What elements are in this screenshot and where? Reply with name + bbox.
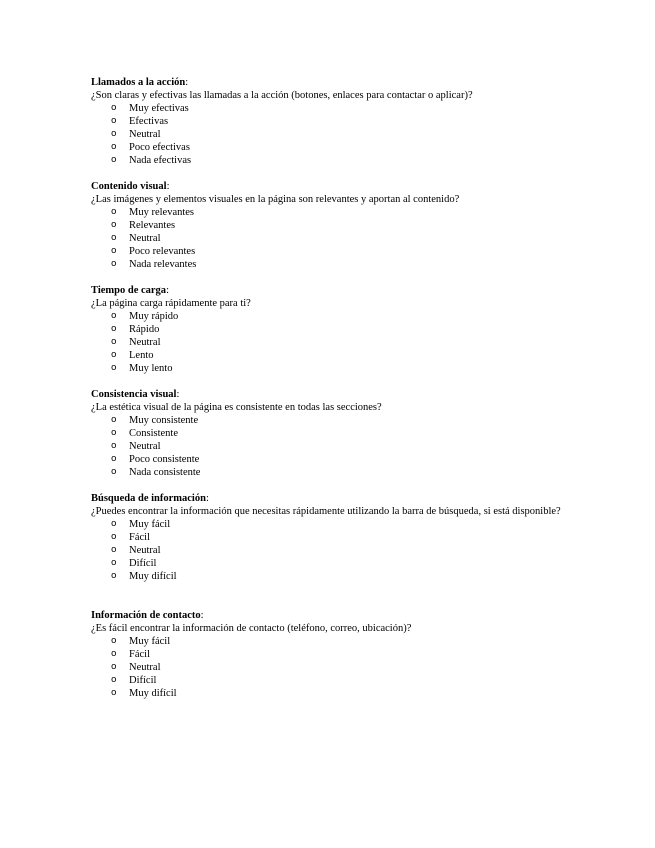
- options-list: [91, 518, 561, 583]
- option-item: [91, 128, 561, 141]
- heading-colon: :: [205, 493, 209, 504]
- section-heading: Contenido visual: [91, 181, 167, 192]
- section-llamados-accion: [91, 76, 561, 167]
- bullet-icon: o: [111, 155, 117, 165]
- heading-colon: :: [166, 181, 170, 192]
- option-label: Muy relevantes: [129, 207, 195, 218]
- bullet-icon: o: [111, 662, 117, 672]
- bullet-icon: o: [111, 363, 117, 373]
- option-item: [91, 531, 561, 544]
- section-consistencia-visual: [91, 388, 561, 479]
- options-list: [91, 414, 561, 479]
- option-item: [91, 687, 561, 700]
- bullet-icon: o: [111, 415, 117, 425]
- option-item: [91, 141, 561, 154]
- bullet-icon: o: [111, 532, 117, 542]
- option-item: [91, 336, 561, 349]
- option-label: Muy difícil: [129, 571, 177, 582]
- option-label: Relevantes: [129, 220, 176, 231]
- option-label: Difícil: [129, 558, 157, 569]
- option-item: [91, 362, 561, 375]
- option-item: [91, 349, 561, 362]
- option-item: [91, 245, 561, 258]
- bullet-icon: o: [111, 519, 117, 529]
- section-busqueda-informacion: [91, 492, 561, 583]
- option-item: [91, 674, 561, 687]
- option-item: [91, 518, 561, 531]
- bullet-icon: o: [111, 428, 117, 438]
- bullet-icon: o: [111, 337, 117, 347]
- option-item: [91, 206, 561, 219]
- heading-colon: :: [185, 77, 189, 88]
- option-label: Muy fácil: [129, 519, 171, 530]
- bullet-icon: o: [111, 350, 117, 360]
- option-label: Nada efectivas: [129, 155, 192, 166]
- option-item: [91, 635, 561, 648]
- bullet-icon: o: [111, 441, 117, 451]
- section-contenido-visual: [91, 180, 561, 271]
- option-label: Neutral: [129, 662, 161, 673]
- option-label: Neutral: [129, 337, 161, 348]
- heading-colon: :: [166, 285, 169, 296]
- section-heading: Consistencia visual: [91, 389, 177, 400]
- bullet-icon: o: [111, 688, 117, 698]
- options-list: [91, 635, 561, 700]
- option-item: [91, 661, 561, 674]
- section-heading-line: [91, 492, 561, 505]
- option-label: Poco relevantes: [129, 246, 196, 257]
- bullet-icon: o: [111, 545, 117, 555]
- section-heading: Llamados a la acción: [91, 77, 186, 88]
- heading-colon: :: [200, 610, 204, 621]
- option-item: [91, 310, 561, 323]
- option-label: Consistente: [129, 428, 178, 439]
- option-label: Lento: [129, 350, 154, 361]
- section-question: ¿La página carga rápidamente para ti?: [91, 298, 251, 309]
- bullet-icon: o: [111, 116, 117, 126]
- bullet-icon: o: [111, 103, 117, 113]
- option-label: Nada consistente: [129, 467, 201, 478]
- bullet-icon: o: [111, 142, 117, 152]
- option-item: [91, 232, 561, 245]
- option-item: [91, 570, 561, 583]
- options-list: [91, 102, 561, 167]
- option-item: [91, 427, 561, 440]
- bullet-icon: o: [111, 675, 117, 685]
- section-heading-line: [91, 609, 561, 622]
- option-label: Neutral: [129, 441, 161, 452]
- option-label: Neutral: [129, 545, 161, 556]
- option-item: [91, 115, 561, 128]
- bullet-icon: o: [111, 454, 117, 464]
- option-label: Nada relevantes: [129, 259, 197, 270]
- section-informacion-contacto: [91, 609, 561, 700]
- section-heading-line: [91, 76, 561, 89]
- option-item: [91, 414, 561, 427]
- option-item: [91, 453, 561, 466]
- option-item: [91, 258, 561, 271]
- survey-content: [91, 76, 561, 700]
- option-label: Muy consistente: [129, 415, 199, 426]
- option-item: [91, 557, 561, 570]
- section-heading: Información de contacto: [91, 610, 201, 621]
- option-item: [91, 219, 561, 232]
- bullet-icon: o: [111, 233, 117, 243]
- bullet-icon: o: [111, 246, 117, 256]
- option-label: Poco consistente: [129, 454, 200, 465]
- heading-colon: :: [176, 389, 180, 400]
- bullet-icon: o: [111, 311, 117, 321]
- section-question: ¿Las imágenes y elementos visuales en la página son relevantes y aportan al contenido?: [91, 194, 460, 205]
- option-label: Poco efectivas: [129, 142, 190, 153]
- option-label: Efectivas: [129, 116, 169, 127]
- section-heading-line: [91, 180, 561, 193]
- section-heading-line: [91, 388, 561, 401]
- option-item: [91, 466, 561, 479]
- option-item: [91, 544, 561, 557]
- bullet-icon: o: [111, 558, 117, 568]
- section-question: ¿Puedes encontrar la información que necesitas rápidamente utilizando la barra de búsqueda, si está disponible?: [91, 506, 561, 517]
- bullet-icon: o: [111, 220, 117, 230]
- options-list: [91, 310, 561, 375]
- option-label: Muy rápido: [129, 311, 179, 322]
- section-heading: Tiempo de carga: [91, 285, 167, 296]
- option-item: [91, 440, 561, 453]
- option-label: Fácil: [129, 649, 150, 660]
- bullet-icon: o: [111, 571, 117, 581]
- bullet-icon: o: [111, 649, 117, 659]
- options-list: [91, 206, 561, 271]
- option-label: Neutral: [129, 233, 161, 244]
- section-question: ¿Son claras y efectivas las llamadas a la acción (botones, enlaces para contactar o aplicar)?: [91, 90, 473, 101]
- bullet-icon: o: [111, 324, 117, 334]
- section-heading-line: [91, 284, 561, 297]
- section-question: ¿La estética visual de la página es consistente en todas las secciones?: [91, 402, 382, 413]
- option-item: [91, 648, 561, 661]
- section-heading: Búsqueda de información: [91, 493, 206, 504]
- option-label: Muy efectivas: [129, 103, 189, 114]
- bullet-icon: o: [111, 259, 117, 269]
- option-label: Muy fácil: [129, 636, 171, 647]
- bullet-icon: o: [111, 636, 117, 646]
- bullet-icon: o: [111, 467, 117, 477]
- option-item: [91, 102, 561, 115]
- section-question: ¿Es fácil encontrar la información de contacto (teléfono, correo, ubicación)?: [91, 623, 412, 634]
- option-label: Fácil: [129, 532, 150, 543]
- option-label: Neutral: [129, 129, 161, 140]
- option-label: Muy lento: [129, 363, 173, 374]
- option-item: [91, 154, 561, 167]
- option-label: Rápido: [129, 324, 160, 335]
- option-item: [91, 323, 561, 336]
- section-tiempo-carga: [91, 284, 561, 375]
- option-label: Difícil: [129, 675, 157, 686]
- option-label: Muy difícil: [129, 688, 177, 699]
- bullet-icon: o: [111, 207, 117, 217]
- bullet-icon: o: [111, 129, 117, 139]
